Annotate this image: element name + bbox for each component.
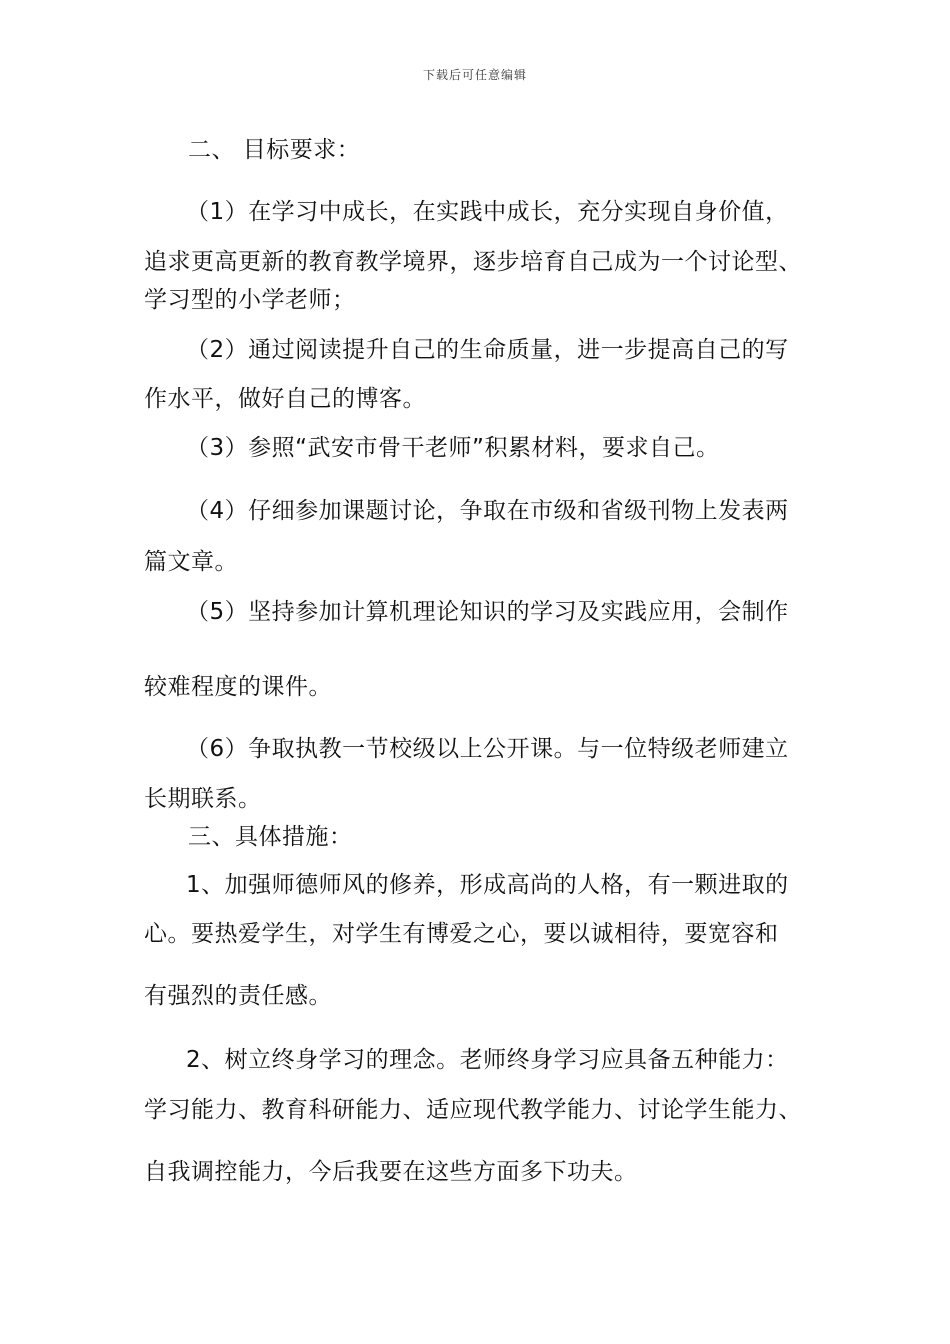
- goal-3-line-1: （3）参照“武安市骨干老师”积累材料，要求自己。: [186, 435, 720, 461]
- goal-2-line-1: （2）通过阅读提升自己的生命质量，进一步提高自己的写: [186, 337, 789, 363]
- measure-1-line-2: 心。要热爱学生，对学生有博爱之心，要以诚相待，要宽容和: [144, 921, 779, 947]
- goal-4-line-1: （4）仔细参加课题讨论，争取在市级和省级刊物上发表两: [186, 498, 789, 524]
- measure-2-line-3: 自我调控能力，今后我要在这些方面多下功夫。: [144, 1159, 638, 1185]
- measure-1-line-1: 1、加强师德师风的修养，形成高尚的人格，有一颗进取的: [186, 872, 789, 898]
- goal-1-line-2: 追求更高更新的教育教学境界，逐步培育自己成为一个讨论型、: [144, 249, 802, 275]
- goal-2-line-2: 作水平，做好自己的博客。: [144, 386, 426, 412]
- goal-5-line-2: 较难程度的课件。: [144, 674, 332, 700]
- page-header: 下载后可任意编辑: [422, 68, 527, 82]
- goal-1-line-3: 学习型的小学老师；: [144, 287, 356, 313]
- goal-4-line-2: 篇文章。: [144, 549, 238, 575]
- goal-6-line-2: 长期联系。: [144, 786, 262, 812]
- goal-1-line-1: （1）在学习中成长，在实践中成长，充分实现自身价值，: [186, 199, 789, 225]
- section-heading-goals: 二、 目标要求：: [188, 137, 361, 163]
- goal-6-line-1: （6）争取执教一节校级以上公开课。与一位特级老师建立: [186, 736, 789, 762]
- section-heading-measures: 三、具体措施：: [188, 824, 353, 850]
- measure-1-line-3: 有强烈的责任感。: [144, 983, 332, 1009]
- measure-2-line-2: 学习能力、教育科研能力、适应现代教学能力、讨论学生能力、: [144, 1097, 802, 1123]
- measure-2-line-1: 2、树立终身学习的理念。老师终身学习应具备五种能力：: [186, 1047, 789, 1073]
- goal-5-line-1: （5）坚持参加计算机理论知识的学习及实践应用，会制作: [186, 599, 789, 625]
